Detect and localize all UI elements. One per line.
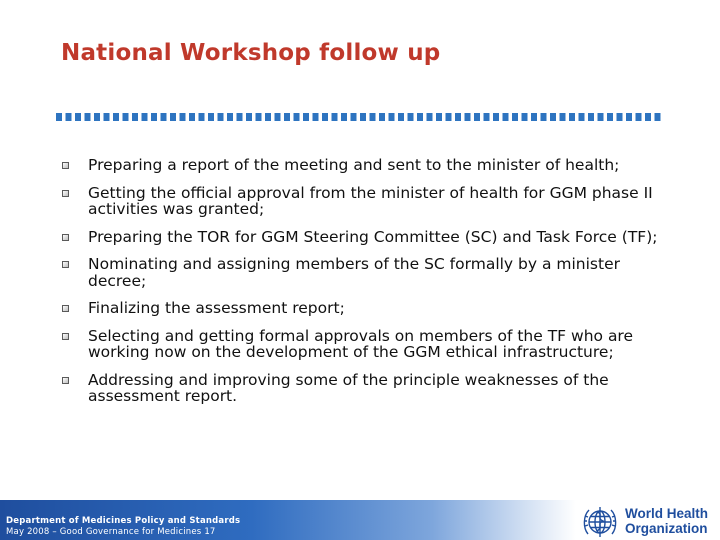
list-item — [60, 185, 660, 218]
footer-date-line: May 2008 – Good Governance for Medicines 17 — [6, 527, 216, 537]
list-item — [60, 256, 660, 289]
list-item — [60, 157, 660, 174]
list-item — [60, 229, 660, 246]
who-name-line2: Organization — [625, 521, 708, 536]
list-item — [60, 372, 660, 405]
dotted-divider — [56, 113, 664, 121]
footer-department: Department of Medicines Policy and Standards — [6, 516, 241, 526]
bullet-text: Finalizing the assessment report; — [88, 299, 345, 317]
who-logo-wordmark — [625, 506, 708, 536]
square-bullet-icon — [62, 234, 69, 241]
square-bullet-icon — [62, 261, 69, 268]
square-bullet-icon — [62, 190, 69, 197]
bullet-text: Getting the official approval from the minister of health for GGM phase II activities was granted; — [88, 183, 653, 218]
bullet-text: Addressing and improving some of the principle weaknesses of the assessment report. — [88, 370, 609, 405]
bullet-text: Preparing a report of the meeting and sent to the minister of health; — [88, 156, 620, 174]
slide-title: National Workshop follow up — [61, 40, 441, 66]
bullet-list — [60, 157, 660, 416]
square-bullet-icon — [62, 305, 69, 312]
bullet-text: Nominating and assigning members of the SC formally by a minister decree; — [88, 255, 620, 290]
who-emblem-icon — [580, 504, 620, 540]
square-bullet-icon — [62, 333, 69, 340]
square-bullet-icon — [62, 162, 69, 169]
bullet-text: Preparing the TOR for GGM Steering Committee (SC) and Task Force (TF); — [88, 227, 658, 246]
list-item — [60, 328, 660, 361]
list-item — [60, 300, 660, 317]
square-bullet-icon — [62, 377, 69, 384]
who-name-line1: World Health — [625, 506, 709, 521]
bullet-text: Selecting and getting formal approvals on members of the TF who are working now on the development of the GGM ethical infrastructure; — [88, 326, 634, 361]
